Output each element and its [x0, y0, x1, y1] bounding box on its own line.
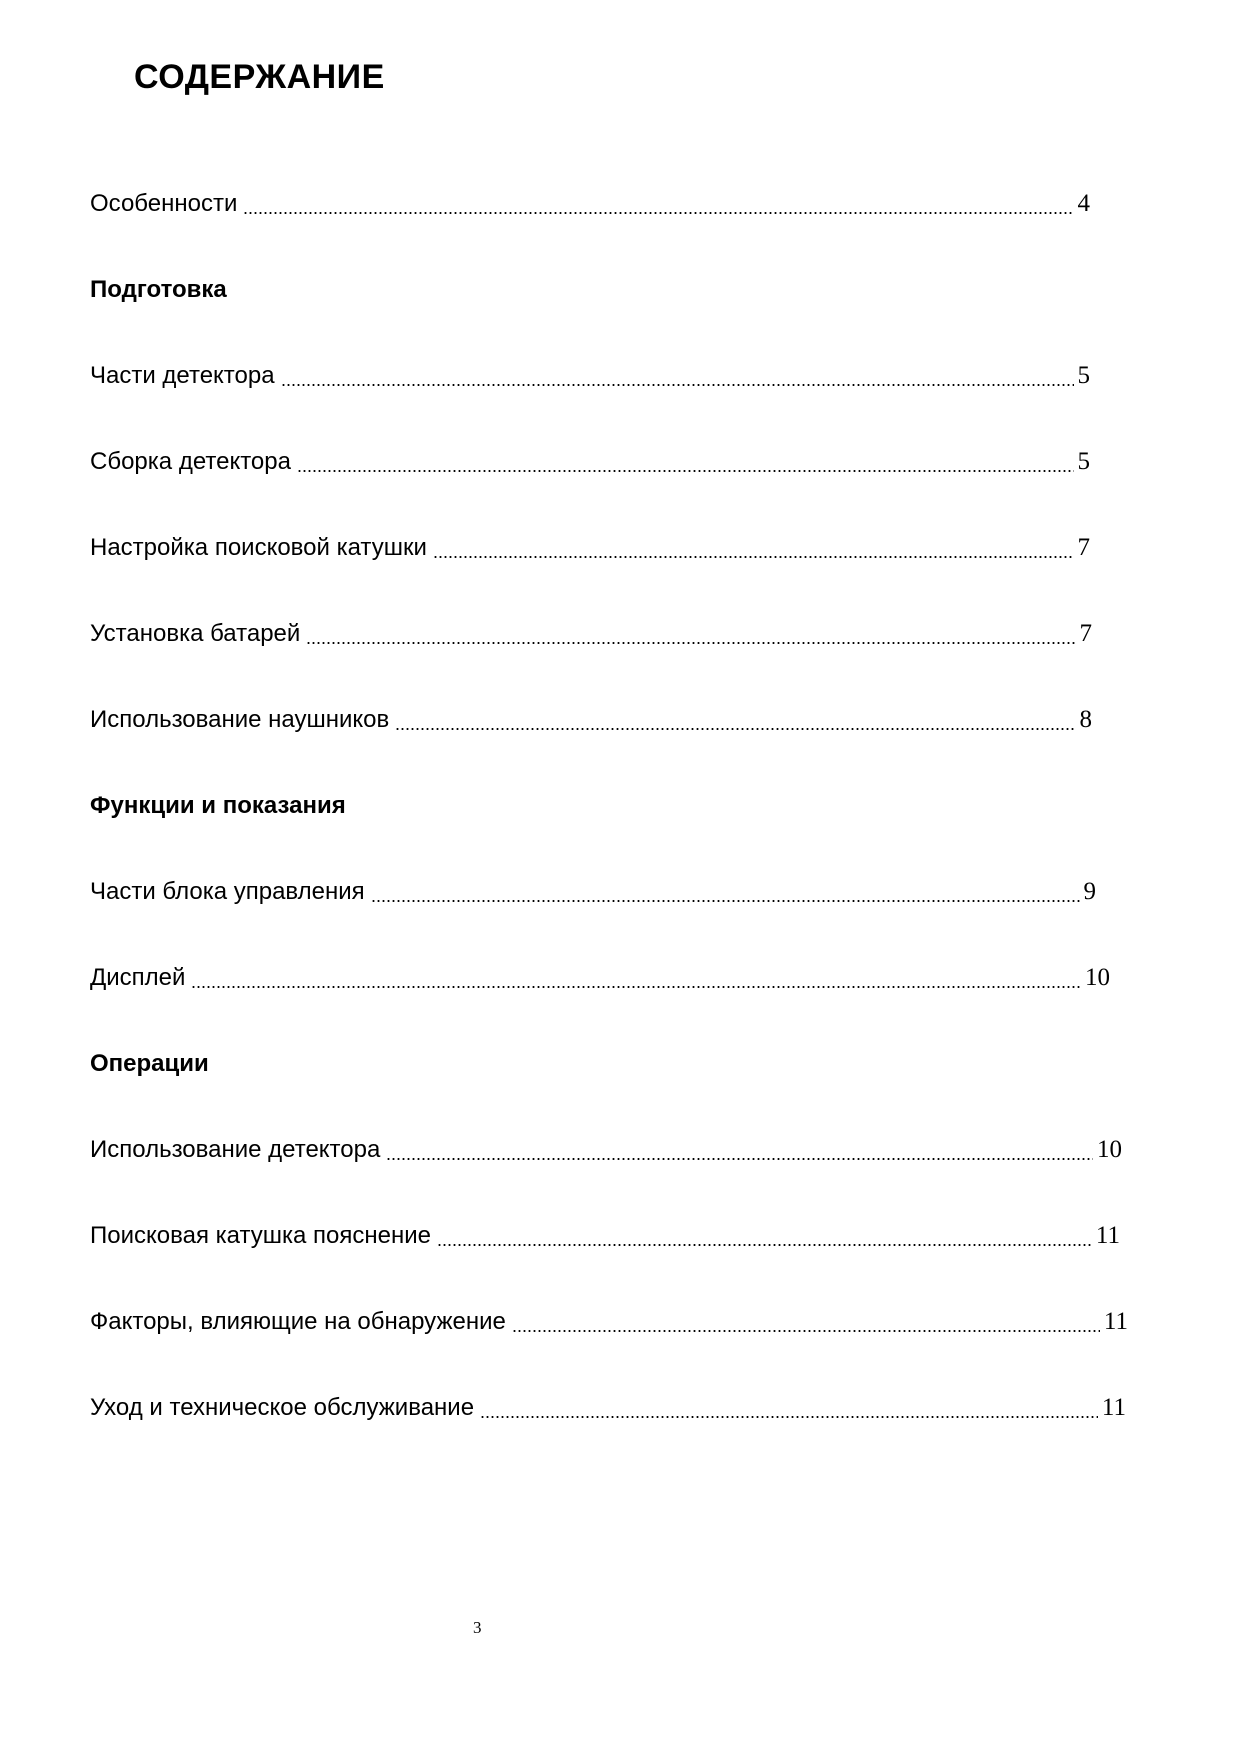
toc-entry-label: Использование детектора [90, 1136, 381, 1163]
page-title: СОДЕРЖАНИЕ [134, 58, 385, 96]
toc-entry[interactable] [90, 1394, 1126, 1434]
toc-section-heading [90, 276, 227, 316]
toc-section-label: Подготовка [90, 276, 227, 303]
toc-entry-page: 11 [1101, 1394, 1126, 1421]
toc-dot-leader [371, 898, 1080, 904]
toc-entry-label: Части детектора [90, 362, 275, 389]
toc-entry[interactable] [90, 964, 1110, 1004]
toc-section-label: Операции [90, 1050, 209, 1077]
toc-entry-label: Использование наушников [90, 706, 390, 733]
toc-entry-label: Особенности [90, 190, 238, 217]
toc-dot-leader [191, 984, 1081, 990]
toc-entry-page: 11 [1095, 1222, 1120, 1249]
page-number: 3 [473, 1618, 482, 1637]
toc-dot-leader [480, 1414, 1098, 1420]
toc-entry-label: Факторы, влияющие на обнаружение [90, 1308, 506, 1335]
toc-section-label: Функции и показания [90, 792, 346, 819]
toc-entry-page: 10 [1085, 964, 1110, 991]
toc-dot-leader [433, 554, 1074, 560]
toc-entry-page: 11 [1103, 1308, 1128, 1335]
toc-entry-page: 4 [1077, 190, 1090, 217]
toc-entry-page: 10 [1097, 1136, 1122, 1163]
toc-section-heading [90, 792, 346, 832]
toc-entry-page: 5 [1077, 362, 1090, 389]
toc-entry[interactable] [90, 878, 1096, 918]
toc-dot-leader [512, 1328, 1100, 1334]
toc-entry[interactable] [90, 620, 1092, 660]
toc-section-heading [90, 1050, 209, 1090]
toc-entry-label: Настройка поисковой катушки [90, 534, 427, 561]
toc-dot-leader [306, 640, 1075, 646]
toc-entry-label: Установка батарей [90, 620, 301, 647]
toc-dot-leader [281, 382, 1074, 388]
toc-dot-leader [437, 1242, 1092, 1248]
toc-entry[interactable] [90, 190, 1090, 230]
toc-dot-leader [297, 468, 1074, 474]
toc-entry-page: 7 [1077, 534, 1090, 561]
toc-entry[interactable] [90, 534, 1090, 574]
toc-entry-page: 8 [1079, 706, 1092, 733]
toc-entry-label: Сборка детектора [90, 448, 291, 475]
toc-entry[interactable] [90, 1222, 1120, 1262]
toc-dot-leader [243, 210, 1073, 216]
toc-entry[interactable] [90, 448, 1090, 488]
toc-entry-page: 7 [1079, 620, 1092, 647]
toc-entry[interactable] [90, 1136, 1122, 1176]
toc-entry-label: Дисплей [90, 964, 186, 991]
toc-entry[interactable] [90, 1308, 1128, 1348]
toc-entry-page: 5 [1077, 448, 1090, 475]
toc-entry-label: Поисковая катушка пояснение [90, 1222, 431, 1249]
toc-entry[interactable] [90, 362, 1090, 402]
toc-dot-leader [395, 726, 1075, 732]
toc-dot-leader [386, 1156, 1093, 1162]
toc-entry[interactable] [90, 706, 1092, 746]
toc-entry-label: Уход и техническое обслуживание [90, 1394, 475, 1421]
toc-entry-page: 9 [1083, 878, 1096, 905]
toc-entry-label: Части блока управления [90, 878, 365, 905]
